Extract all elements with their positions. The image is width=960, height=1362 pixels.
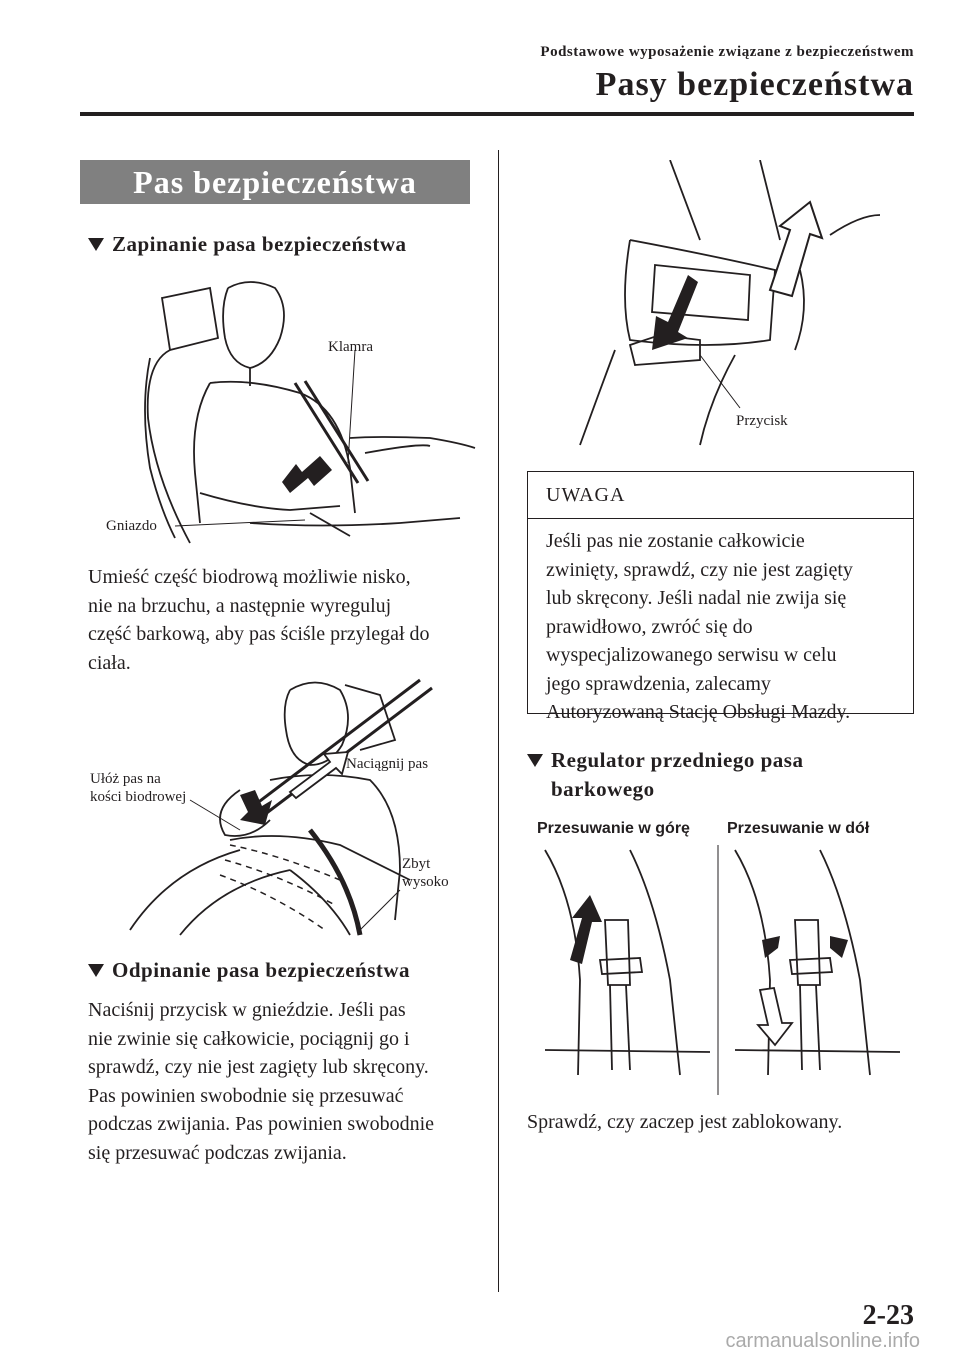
buckle-release-illustration [560, 160, 900, 450]
adjuster-illustration [530, 840, 910, 1100]
move-down-label: Przesuwanie w dół [727, 820, 870, 837]
too-high-label: Zbyt wysoko [402, 856, 449, 890]
unfastening-heading [88, 958, 410, 983]
adjuster-caption: Sprawdź, czy zaczep jest zablokowany. [527, 1111, 843, 1133]
page-number: 2-23 [862, 1300, 914, 1331]
socket-label: Gniazdo [106, 518, 157, 534]
chapter-title: Pasy bezpieczeństwa [595, 66, 914, 103]
buckle-label: Klamra [328, 339, 373, 355]
adjuster-heading-line2: barkowego [551, 777, 655, 801]
button-label: Przycisk [736, 413, 788, 429]
fastening-heading-text: Zapinanie pasa bezpieczeństwa [112, 232, 407, 256]
fastening-paragraph: Umieść część biodrową możliwie nisko, nie na brzuchu, a następnie wyreguluj część barkową, aby pas ściśle przylegał do ciała. [88, 566, 430, 674]
pull-label: Naciągnij pas [346, 756, 429, 772]
fastening-heading [88, 232, 407, 257]
section-banner: Pas bezpieczeństwa [80, 160, 470, 204]
buckling-illustration [100, 268, 480, 558]
header-rule [80, 112, 914, 116]
move-up-label: Przesuwanie w górę [537, 820, 690, 837]
triangle-bullet-icon [88, 238, 104, 251]
adjuster-heading [527, 746, 803, 804]
triangle-bullet-icon [527, 754, 543, 767]
chapter-subtitle: Podstawowe wyposażenie związane z bezpieczeństwem [540, 44, 914, 60]
hips-label: Ułóż pas na kości biodrowej [90, 771, 187, 805]
note-body: Jeśli pas nie zostanie całkowicie zwinięty, sprawdź, czy nie jest zagięty lub skręcony. Jeśli nadal nie zwija się prawidłowo, zwróć się do wyspecjalizowanego serwisu w celu jego sprawdzenia, zalecamy Autoryzowaną Stację Obsługi Mazdy. [546, 530, 853, 723]
column-divider [498, 150, 499, 1292]
note-box [527, 471, 914, 723]
unfastening-heading-text: Odpinanie pasa bezpieczeństwa [112, 958, 411, 982]
unfastening-paragraph: Naciśnij przycisk w gnieździe. Jeśli pas nie zwinie się całkowicie, pociągnij go i sprawdź, czy nie jest zagięty lub skręcony. Pas powinien swobodnie się przesuwać podczas zwijania. Pas powinien swobodnie się przesuwać podczas zwijania. [88, 999, 435, 1164]
adjuster-heading-line1: Regulator przedniego pasa [551, 748, 804, 772]
watermark: carmanualsonline.info [725, 1330, 920, 1352]
note-heading: UWAGA [528, 472, 913, 519]
triangle-bullet-icon [88, 964, 104, 977]
